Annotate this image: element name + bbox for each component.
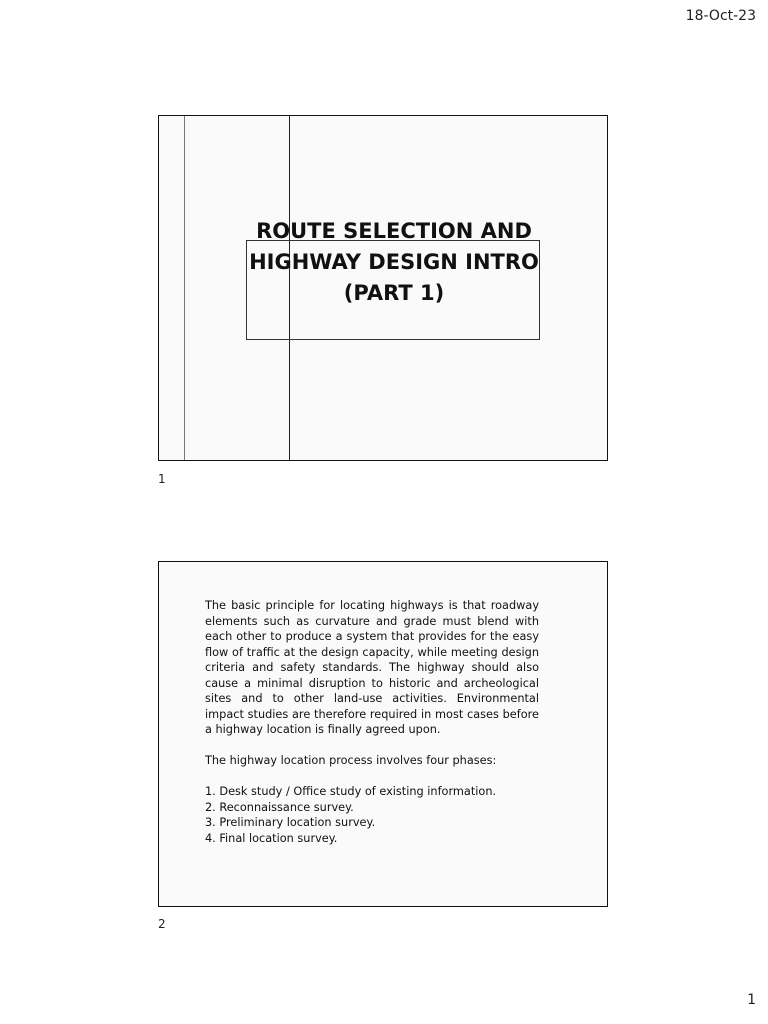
slide-1-thumbnail — [158, 115, 608, 461]
slide-2-body — [205, 598, 539, 846]
page-date: 18-Oct-23 — [685, 8, 756, 24]
slide-2-paragraph-2: The highway location process involves four phases: — [205, 754, 497, 767]
list-item: 3. Preliminary location survey. — [205, 816, 376, 829]
slide-1-decor-line-left — [184, 116, 185, 460]
slide-1-number: 1 — [158, 472, 166, 486]
page-number: 1 — [747, 992, 756, 1008]
slide-2-thumbnail — [158, 561, 608, 907]
list-item: 4. Final location survey. — [205, 831, 338, 845]
list-item: 2. Reconnaissance survey. — [205, 800, 354, 814]
slide-2-phase-list — [205, 784, 539, 846]
list-item: 1. Desk study / Office study of existing information. — [205, 785, 497, 798]
slide-1-title: ROUTE SELECTION AND HIGHWAY DESIGN INTRO (PART 1) — [249, 219, 539, 305]
slide-2-paragraph-1: The basic principle for locating highways is that roadway elements such as curvature and grade must blend with each other to produce a system that provides for the easy flow of traffic at the design capacity, while meeting design criteria and safety standards. The highway should also cause a minimal disruption to historic and archeological sites and to other land-use activities. Environmental impact studies are therefore required in most cases before a highway location is finally agreed upon. — [205, 599, 539, 736]
slide-2-number: 2 — [158, 917, 166, 931]
